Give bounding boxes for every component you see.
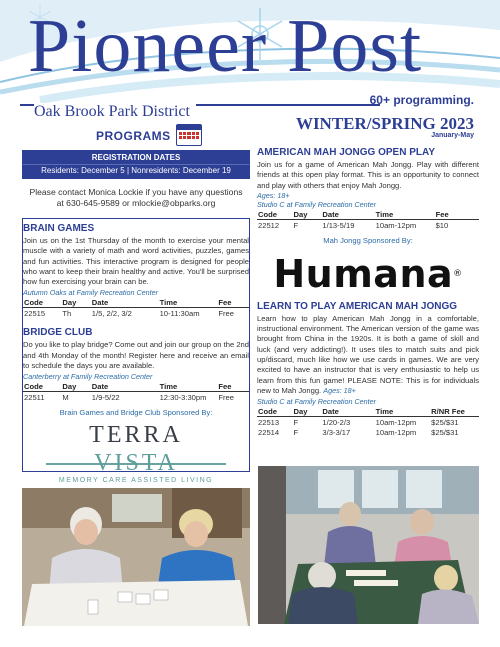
brain-games-venue: Autumn Oaks at Family Recreation Center [23, 288, 159, 298]
cell-fee: $10 [435, 220, 449, 230]
contact-line-2: at 630-645-9589 or mlockie@obparks.org [56, 198, 216, 208]
cell-fee: $25/$31 [431, 418, 459, 428]
col-date: Date [321, 407, 374, 417]
bridge-club-venue: Canterberry at Family Recreation Center [23, 372, 153, 382]
col-code: Code [23, 298, 61, 308]
cell-fee: Free [218, 309, 234, 319]
cell-fee: Free [218, 393, 234, 403]
col-fee: R/NR Fee [430, 407, 479, 417]
cell-day: Th [62, 309, 72, 319]
contact-line-1: Please contact Monica Lockie if you have any questions [29, 187, 243, 197]
terra-vista-word-2: VISTA [94, 450, 178, 477]
brain-games-schedule [23, 298, 249, 318]
table-row [23, 392, 249, 403]
brain-games-title: BRAIN GAMES [23, 223, 95, 234]
bridge-club-title: BRIDGE CLUB [23, 327, 93, 339]
cell-time: 10am-12pm [375, 428, 417, 438]
registered-mark: ® [453, 268, 463, 279]
learn-schedule [257, 407, 479, 437]
photo-illustration [258, 466, 479, 624]
cell-day: F [293, 220, 299, 230]
col-date: Date [321, 210, 374, 220]
col-code: Code [23, 382, 61, 392]
contact-info [22, 179, 250, 218]
cell-time: 12:30-3:30pm [159, 393, 207, 403]
cell-fee: $25/$31 [431, 428, 459, 438]
col-date: Date [91, 382, 159, 392]
humana-logo-text: Humana [273, 251, 454, 296]
cell-time: 10am-12pm [375, 418, 417, 428]
left-column [22, 150, 250, 485]
cell-code: 22514 [258, 428, 280, 438]
cell-day: F [293, 418, 299, 428]
masthead-title: Pioneer Post [28, 4, 423, 88]
col-day: Day [61, 298, 90, 308]
bridge-players-photo [22, 488, 250, 626]
right-sponsor-line: Mah Jongg Sponsored By: [323, 235, 413, 245]
col-date: Date [91, 298, 159, 308]
bridge-club-schedule [23, 382, 249, 402]
programs-heading: PROGRAMS [96, 129, 171, 143]
open-play-title: AMERICAN MAH JONGG OPEN PLAY [257, 147, 435, 158]
district-name: Oak Brook Park District [34, 103, 196, 121]
table-header-row [257, 210, 479, 220]
terra-vista-tagline: MEMORY CARE ASSISTED LIVING [58, 477, 214, 485]
season-year: 2023 [440, 114, 474, 133]
terra-vista-logo [46, 421, 226, 485]
cell-code: 22515 [24, 309, 46, 319]
learn-venue: Studio C at Family Recreation Center [257, 397, 377, 407]
learn-description-text: Learn how to play American Mah Jongg in a comfortable, instructional environment. The American version of the game was brought from China in the 1920s. It is both a game of skill and luck (and very addicting!). It uses tiles to match suits and pick up/discard, much like how we use cards in games. We are very excited to have an instructor that is very enthusiastic to help us learn from this fun game! PLEASE NOTE: This is for individuals new to Mah Jongg. [257, 313, 479, 395]
cell-time: 10-11:30am [159, 309, 200, 319]
col-fee: Fee [435, 210, 479, 220]
cell-day: F [293, 428, 299, 438]
table-row [257, 219, 479, 230]
col-time: Time [159, 382, 218, 392]
programming-tagline: 60+ programming. [369, 93, 474, 107]
cell-time: 10am-12pm [375, 220, 417, 230]
open-play-venue: Studio C at Family Recreation Center [257, 199, 377, 209]
table-header-row [23, 298, 249, 308]
cell-date: 3/3-3/17 [322, 428, 351, 438]
cell-code: 22513 [258, 418, 280, 428]
registration-dates: Residents: December 5 | Nonresidents: December 19 [23, 164, 249, 178]
open-play-schedule [257, 210, 479, 230]
table-row [23, 308, 249, 319]
col-code: Code [257, 407, 293, 417]
open-play-ages: Ages: 18+ [257, 190, 290, 200]
season-months: January-May [431, 132, 474, 139]
photo-illustration [22, 488, 250, 626]
learn-description [257, 314, 479, 396]
cell-date: 1/13-5/19 [322, 220, 355, 230]
registration-box [22, 150, 250, 179]
col-time: Time [375, 210, 435, 220]
season-heading [296, 114, 474, 134]
open-play-description: Join us for a game of American Mah Jongg. Play with different friends at this open play format. This is an opportunity to connect and play with others that enjoy Mah Jongg. [257, 160, 479, 190]
bridge-club-description: Do you like to play bridge? Come out and join our group on the 2nd and 4th Monday of the month! Register here and receive an email to schedule the days you are available. [23, 340, 249, 371]
cell-day: M [62, 393, 69, 403]
cell-code: 22511 [24, 393, 45, 403]
col-day: Day [293, 407, 322, 417]
col-day: Day [293, 210, 322, 220]
cell-date: 1/5, 2/2, 3/2 [91, 309, 132, 319]
mah-jongg-players-photo [258, 466, 479, 624]
col-code: Code [257, 210, 293, 220]
humana-logo [257, 253, 479, 295]
left-sponsor-line: Brain Games and Bridge Club Sponsored By: [59, 408, 213, 418]
calendar-icon [176, 124, 202, 146]
left-panel [22, 218, 250, 485]
table-header-row [257, 407, 479, 417]
col-time: Time [159, 298, 218, 308]
table-row [257, 417, 479, 428]
col-day: Day [61, 382, 90, 392]
season-label: WINTER/SPRING [295, 114, 436, 133]
col-fee: Fee [217, 382, 249, 392]
table-row [257, 427, 479, 437]
learn-title: LEARN TO PLAY AMERICAN MAH JONGG [257, 300, 458, 312]
cell-date: 1/9-5/22 [91, 393, 120, 403]
table-header-row [23, 382, 249, 392]
registration-heading: REGISTRATION DATES [23, 151, 249, 164]
learn-ages: Ages: 18+ [323, 385, 356, 395]
cell-date: 1/20-2/3 [322, 418, 351, 428]
cell-code: 22512 [258, 220, 280, 230]
col-fee: Fee [217, 298, 249, 308]
brain-games-description: Join us on the 1st Thursday of the month to exercise your mental muscle with a variety of math and word activities, puzzles, games and fun activities. This interactive program is designed for people who want to keep their brain healthy and active. You'll be surprised how fun exercising your brain can be. [23, 236, 249, 287]
terra-vista-word-1: TERRA [89, 422, 183, 449]
col-time: Time [375, 407, 431, 417]
right-column [257, 147, 479, 437]
